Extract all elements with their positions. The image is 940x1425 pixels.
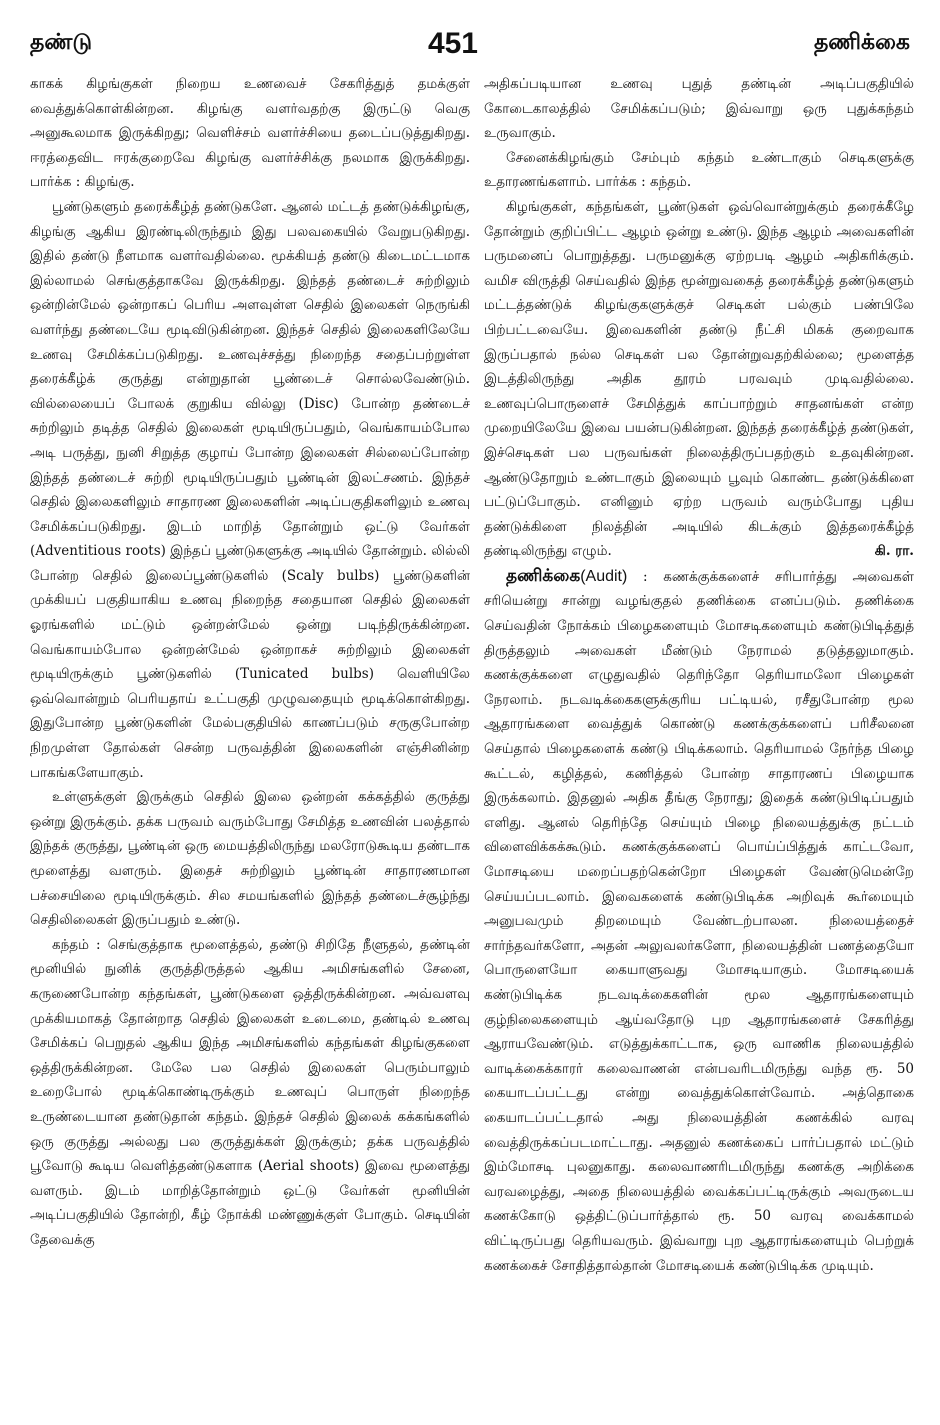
left-column xyxy=(30,72,470,1253)
paragraph: காகக் கிழங்குகள் நிறைய உணவைச் சேகரித்துத் தமக்குள் வைத்துக்கொள்கின்றன. கிழங்கு வளர்வதற்கு இருட்டு வெகு அனுகூலமாக இருக்கிறது; வெளிச்சம் வளர்ச்சியை தடைப்படுத்துகிறது. ஈரத்தைவிட ஈரக்குறைவே கிழங்கு வளர்ச்சிக்கு நலமாக இருக்கிறது. பார்க்க : கிழங்கு. xyxy=(30,76,470,191)
paragraph: கந்தம் : செங்குத்தாக மூளைத்தல், தண்டு சிறிதே நீளுதல், தண்டின் மூனியில் நுனிக் குருத்திருத்தல் ஆகிய அமிசங்களில் சேனை, கருணைபோன்ற கந்தங்கள், பூண்டுகளை ஒத்திருக்கின்றன. அவ்வளவு முக்கியமாகத் தோன்றாத செதில் இலைகள் உடைமை, தண்டில் உணவு சேமிக்கப் பெறுதல் ஆகிய இந்த அமிசங்களில் கந்தங்கள் கிழங்குகளை ஒத்திருக்கின்றன. மேலே பல செதில் இலைகள் பெரும்பாலும் உறைபோல் மூடிக்கொண்டிருக்கும் உணவுப் பொருள் நிறைந்த உருண்டையான தண்டுதான் கந்தம். இந்தச் செதில் இலைக் கக்கங்களில் ஒரு குருத்து அல்லது பல குருத்துக்கள் இருக்கும்; தக்க பருவத்தில் பூவோடு கூடிய வெளித்தண்டுகளாக (Aerial shoots) இவை மூளைத்து வளரும். இடம் மாறித்தோன்றும் ஒட்டு வேர்கள் மூனியின் அடிப்பகுதியில் தோன்றி, கீழ் நோக்கி மண்ணுக்குள் போகும். செடியின் தேவைக்கு xyxy=(30,936,470,1248)
entry-audit xyxy=(484,564,914,1278)
paragraph: சேனைக்கிழங்கும் சேம்பும் கந்தம் உண்டாகும் செடிகளுக்கு உதாரணங்களாம். பார்க்க : கந்தம். xyxy=(484,149,914,191)
author-signature: கி. ரா. xyxy=(874,543,914,560)
page-header xyxy=(30,22,910,66)
entry-heading: தணிக்கை xyxy=(506,565,581,586)
header-left-word: தண்டு xyxy=(30,30,92,55)
entry-english-term: (Audit) xyxy=(580,567,628,585)
entry-body: : கணக்குக்களைச் சரிபார்த்து அவைகள் சரியென்று சான்று வழங்குதல் தணிக்கை எனப்படும். தணிக்கை செய்வதின் நோக்கம் பிழைகளையும் மோசடிகளையும் கண்டுபிடித்துத் திருத்தலும் அவைகள் மீண்டும் நேராமல் தடுத்தலுமாகும். கணக்குக்களை எழுதுவதில் தெரிந்தோ தெரியாமலோ பிழைகள் நேரலாம். நடவடிக்கைகளுக்குரிய பட்டியல், ரசீதுபோன்ற மூல ஆதாரங்களை வைத்துக் கொண்டு கணக்குக்களைப் பரிசீலனை செய்தால் பிழைகளைக் கண்டு பிடிக்கலாம். தெரியாமல் நேர்ந்த பிழை கூட்டல், கழித்தல், கணித்தல் போன்ற சாதாரணப் பிழையாக இருக்கலாம். இதனுல் அதிக தீங்கு நேராது; இதைக் கண்டுபிடிப்பதும் எளிது. ஆனல் தெரிந்தே செய்யும் பிழை நிலையத்துக்கு நட்டம் விளைவிக்கக்கூடும். கணக்குக்களைப் பொய்ப்பித்துக் காட்டவோ, மோசடியை மறைப்பதற்கென்றோ பிழைகள் வேண்டுமென்றே செய்யப்படலாம். இவைகளைக் கண்டுபிடிக்க அறிவுக் கூர்மையும் அனுபவமும் திறமையும் வேண்டற்பாலன. நிலையத்தைச் சார்ந்தவர்களோ, அதன் அலுவலர்களோ, நிலையத்தின் பணத்தையோ பொருளையோ கையாளுவது மோசடியாகும். மோசடியைக் கண்டுபிடிக்க நடவடிக்கைகளின் மூல ஆதாரங்களையும் குழ்நிலைகளையும் ஆய்வதோடு புற ஆதாரங்களைச் சேகரித்து ஆராயவேண்டும். எடுத்துக்காட்டாக, ஒரு வாணிக நிலையத்தில் வாடிக்கைக்காரர் கலைவாணன் என்பவரிடமிருந்து வந்த ரூ. 50 கையாடப்பட்டது என்று வைத்துக்கொள்வோம். அத்தொகை கையாடப்பட்டதால் அது நிலையத்தின் கணக்கில் வரவு வைத்திருக்கப்படமாட்டாது. அதனுல் கணக்கைப் பார்ப்பதால் மட்டும் இம்மோசடி புலனுகாது. கலைவாணரிடமிருந்து கணக்கு அறிக்கை வரவழைத்து, அதை நிலையத்தில் வைக்கப்பட்டிருக்கும் அவருடைய கணக்கோடு ஒத்திட்டுப்பார்த்தால் ரூ. 50 வரவு வைக்காமல் விட்டிருப்பது தெரியவரும். இவ்வாறு புற ஆதாரங்களையும் பெற்றுக் கணக்கைச் சோதித்தால்தான் மோசடியைக் கண்டுபிடிக்க முடியும். xyxy=(484,568,914,1274)
right-column xyxy=(484,72,914,1278)
paragraph-text: கிழங்குகள், கந்தங்கள், பூண்டுகள் ஒவ்வொன்றுக்கும் தரைக்கீழே தோன்றும் குறிப்பிட்ட ஆழம் ஒன்று உண்டு. இந்த ஆழம் அவைகளின் பருமனைப் பொறுத்தது. பருமனுக்கு ஏற்றபடி ஆழம் அதிகரிக்கும். வமிச விருத்தி செய்வதில் இந்த மூன்றுவகைத் தரைக்கீழ்த் தண்டுகளும் மட்டத்தண்டுக் கிழங்குகளுக்குச் செடிகள் பல்கும் பண்பிலே பிற்பட்டவையே. இவைகளின் தண்டு நீட்சி மிகக் குறைவாக இருப்பதால் நல்ல செடிகள் பல தோன்றுவதற்கில்லை; மூளைத்த இடத்திலிருந்து அதிக தூரம் பரவவும் முடிவதில்லை. உணவுப்பொருளைச் சேமித்துக் காப்பாற்றும் சாதனங்கள் என்ற முறையிலேயே இவை பயன்படுகின்றன. இந்தத் தரைக்கீழ்த் தண்டுகள், இச்செடிகள் பல பருவங்கள் நிலைத்திருப்பதற்கும் உதவுகின்றன. ஆண்டுதோறும் உண்டாகும் இலையும் பூவும் கொண்ட தண்டுக்கிளை பட்டுப்போகும். எனினும் ஏற்ற பருவம் வரும்போது புதிய தண்டுக்கிளை நிலத்தின் அடியில் கிடக்கும் இத்தரைக்கீழ்த் தண்டிலிருந்து எழும். xyxy=(484,198,914,560)
header-right-word: தணிக்கை xyxy=(813,30,910,55)
paragraph: அதிகப்படியான உணவு புதுத் தண்டின் அடிப்பகுதியில் கோடைகாலத்தில் சேமிக்கப்படும்; இவ்வாறு ஒரு புதுக்கந்தம் உருவாகும். xyxy=(484,76,914,142)
paragraph: பூண்டுகளும் தரைக்கீழ்த் தண்டுகளே. ஆனல் மட்டத் தண்டுக்கிழங்கு, கிழங்கு ஆகிய இரண்டிலிருந்தும் இது பலவகையில் வேறுபடுகிறது. இதில் தண்டு நீளமாக வளர்வதில்லை. மூக்கியத் தண்டு கிடைமட்டமாக இல்லாமல் செங்குத்தாகவே இருக்கிறது. இந்தத் தண்டைச் சுற்றிலும் ஒன்றின்மேல் ஒன்றாகப் பெரிய அளவுள்ள செதில் இலைகள் நெருங்கி வளர்ந்து தண்டையே மூடிவிடுகின்றன. இந்தச் செதில் இலைகளிலேயே உணவு சேமிக்கப்படுகிறது. உணவுச்சத்து நிறைந்த சதைப்பற்றுள்ள தரைக்கீழ்க் குருத்து என்றுதான் பூண்டைச் சொல்லவேண்டும். வில்லையைப் போலக் குறுகிய வில்லு (Disc) போன்ற தண்டைச் சுற்றிலும் தடித்த செதில் இலைகள் மூடியிருப்பதும், வெங்காயம்போல அடி பருத்து, நுனி சிறுத்த குழாய் போன்ற இலைகள் சில்லைப்போன்ற இந்தத் தண்டைச் சுற்றி மூடியிருப்பதும் பூண்டின் இலட்சணம். இந்தச் செதில் இலைகளிலும் சாதாரண இலைகளின் அடிப்பகுதிகளிலும் உணவு சேமிக்கப்படுகிறது. இடம் மாறித் தோன்றும் ஒட்டு வேர்கள் (Adventitious roots) இந்தப் பூண்டுகளுக்கு அடியில் தோன்றும். லில்லி போன்ற செதில் இலைப்பூண்டுகளில் (Scaly bulbs) பூண்டுகளின் முக்கியப் பகுதியாகிய உணவு நிறைந்த சதையான செதில் இலைகள் ஓரங்களில் மட்டும் ஒன்றன்மேல் ஒன்று படிந்திருக்கின்றன. வெங்காயம்போல ஒன்றன்மேல் ஒன்றாகச் சுற்றிலும் இலைகள் மூடியிருக்கும் பூண்டுகளில் (Tunicated bulbs) வெளியிலே ஒவ்வொன்றும் பெரியதாய் உட்பகுதி முழுவதையும் மூடிக்கொள்கிறது. இதுபோன்ற பூண்டுகளின் மேல்பகுதியில் காணப்படும் சருகுபோன்ற நிறமுள்ள தோல்கள் சென்ற பருவத்தின் இலைகளின் எஞ்சினின்ற பாகங்களேயாகும். xyxy=(30,198,470,781)
paragraph: உள்ளுக்குள் இருக்கும் செதில் இலை ஒன்றன் கக்கத்தில் குருத்து ஒன்று இருக்கும். தக்க பருவம் வரும்போது சேமித்த உணவின் பலத்தால் இந்தக் குருத்து, பூண்டின் ஒரு மையத்திலிருந்து மலரோடுகூடிய தண்டாக மூளைத்து வளரும். இதைச் சுற்றிலும் பூண்டின் சாதாரணமான பச்சையிலை மூடியிருக்கும். சில சமயங்களில் இந்தத் தண்டைச்சூழ்ந்து செதிலிலைகள் இருப்பதும் உண்டு. xyxy=(30,789,470,929)
page-number: 451 xyxy=(427,27,478,60)
paragraph xyxy=(484,195,914,564)
